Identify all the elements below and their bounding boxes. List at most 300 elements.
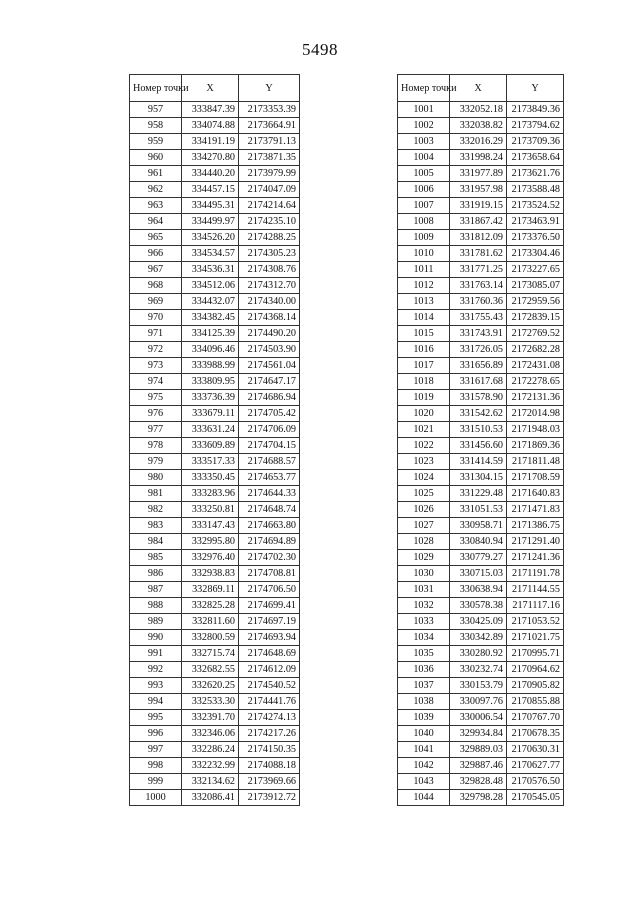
cell-y: 2173912.72 — [239, 790, 300, 806]
table-row — [130, 214, 300, 230]
table-row — [130, 326, 300, 342]
table-row — [398, 470, 564, 486]
cell-point-number: 1031 — [398, 582, 450, 598]
cell-y: 2174694.89 — [239, 534, 300, 550]
cell-x: 334534.57 — [182, 246, 239, 262]
table-row — [398, 774, 564, 790]
cell-x: 331656.89 — [450, 358, 507, 374]
cell-x: 331998.24 — [450, 150, 507, 166]
table-row — [130, 278, 300, 294]
header-y: Y — [507, 75, 564, 102]
cell-y: 2171144.55 — [507, 582, 564, 598]
cell-x: 329828.48 — [450, 774, 507, 790]
cell-x: 330638.94 — [450, 582, 507, 598]
cell-x: 331617.68 — [450, 374, 507, 390]
cell-y: 2174235.10 — [239, 214, 300, 230]
table-row — [130, 662, 300, 678]
cell-x: 330715.03 — [450, 566, 507, 582]
cell-y: 2173304.46 — [507, 246, 564, 262]
cell-y: 2174647.17 — [239, 374, 300, 390]
cell-point-number: 970 — [130, 310, 182, 326]
table-row — [398, 262, 564, 278]
cell-y: 2174274.13 — [239, 710, 300, 726]
cell-y: 2173794.62 — [507, 118, 564, 134]
cell-y: 2171948.03 — [507, 422, 564, 438]
cell-x: 332715.74 — [182, 646, 239, 662]
cell-x: 332800.59 — [182, 630, 239, 646]
table-row — [398, 294, 564, 310]
table-row — [398, 758, 564, 774]
cell-point-number: 957 — [130, 102, 182, 118]
cell-point-number: 1028 — [398, 534, 450, 550]
table-row — [398, 310, 564, 326]
cell-x: 332286.24 — [182, 742, 239, 758]
cell-x: 330006.54 — [450, 710, 507, 726]
cell-y: 2173664.91 — [239, 118, 300, 134]
cell-x: 330840.94 — [450, 534, 507, 550]
cell-point-number: 987 — [130, 582, 182, 598]
cell-point-number: 976 — [130, 406, 182, 422]
cell-x: 332038.82 — [450, 118, 507, 134]
cell-point-number: 958 — [130, 118, 182, 134]
table-row — [130, 150, 300, 166]
table-row — [130, 566, 300, 582]
table-row — [130, 390, 300, 406]
table-row — [130, 182, 300, 198]
table-row — [130, 790, 300, 806]
cell-point-number: 996 — [130, 726, 182, 742]
cell-x: 331957.98 — [450, 182, 507, 198]
cell-x: 330425.09 — [450, 614, 507, 630]
cell-x: 333809.95 — [182, 374, 239, 390]
table-row — [398, 278, 564, 294]
cell-point-number: 974 — [130, 374, 182, 390]
cell-point-number: 1032 — [398, 598, 450, 614]
cell-y: 2171021.75 — [507, 630, 564, 646]
cell-y: 2173463.91 — [507, 214, 564, 230]
cell-y: 2173709.36 — [507, 134, 564, 150]
table-row — [130, 134, 300, 150]
table-body-left — [130, 102, 300, 806]
cell-x: 331867.42 — [450, 214, 507, 230]
cell-point-number: 983 — [130, 518, 182, 534]
table-row — [130, 294, 300, 310]
cell-y: 2173621.76 — [507, 166, 564, 182]
table-row — [398, 710, 564, 726]
cell-y: 2174688.57 — [239, 454, 300, 470]
cell-x: 330097.76 — [450, 694, 507, 710]
cell-y: 2171053.52 — [507, 614, 564, 630]
cell-y: 2174648.69 — [239, 646, 300, 662]
table-row — [130, 342, 300, 358]
cell-x: 331414.59 — [450, 454, 507, 470]
table-row — [130, 774, 300, 790]
cell-x: 333147.43 — [182, 518, 239, 534]
table-row — [398, 342, 564, 358]
cell-point-number: 1021 — [398, 422, 450, 438]
table-row — [398, 390, 564, 406]
cell-point-number: 1006 — [398, 182, 450, 198]
cell-x: 331919.15 — [450, 198, 507, 214]
cell-point-number: 1001 — [398, 102, 450, 118]
cell-x: 330342.89 — [450, 630, 507, 646]
cell-x: 334074.88 — [182, 118, 239, 134]
table-row — [398, 102, 564, 118]
cell-x: 331510.53 — [450, 422, 507, 438]
cell-y: 2174441.76 — [239, 694, 300, 710]
cell-point-number: 997 — [130, 742, 182, 758]
table-row — [398, 566, 564, 582]
cell-y: 2174693.94 — [239, 630, 300, 646]
cell-x: 331771.25 — [450, 262, 507, 278]
table-row — [130, 118, 300, 134]
table-row — [398, 246, 564, 262]
table-row — [130, 678, 300, 694]
cell-y: 2170855.88 — [507, 694, 564, 710]
cell-y: 2172014.98 — [507, 406, 564, 422]
cell-point-number: 1038 — [398, 694, 450, 710]
table-row — [398, 630, 564, 646]
cell-y: 2170627.77 — [507, 758, 564, 774]
table-row — [130, 246, 300, 262]
cell-point-number: 995 — [130, 710, 182, 726]
table-row — [130, 166, 300, 182]
cell-x: 331812.09 — [450, 230, 507, 246]
cell-x: 329934.84 — [450, 726, 507, 742]
cell-point-number: 961 — [130, 166, 182, 182]
cell-x: 334495.31 — [182, 198, 239, 214]
cell-x: 334125.39 — [182, 326, 239, 342]
cell-point-number: 980 — [130, 470, 182, 486]
cell-y: 2172682.28 — [507, 342, 564, 358]
cell-y: 2170630.31 — [507, 742, 564, 758]
cell-x: 331977.89 — [450, 166, 507, 182]
cell-x: 332232.99 — [182, 758, 239, 774]
cell-x: 333988.99 — [182, 358, 239, 374]
cell-point-number: 963 — [130, 198, 182, 214]
cell-y: 2171191.78 — [507, 566, 564, 582]
cell-x: 334457.15 — [182, 182, 239, 198]
table-row — [398, 150, 564, 166]
cell-y: 2174648.74 — [239, 502, 300, 518]
cell-y: 2174697.19 — [239, 614, 300, 630]
table-row — [398, 438, 564, 454]
cell-x: 333350.45 — [182, 470, 239, 486]
cell-point-number: 1035 — [398, 646, 450, 662]
cell-point-number: 969 — [130, 294, 182, 310]
cell-point-number: 967 — [130, 262, 182, 278]
cell-y: 2171471.83 — [507, 502, 564, 518]
cell-y: 2173658.64 — [507, 150, 564, 166]
cell-point-number: 975 — [130, 390, 182, 406]
cell-y: 2170964.62 — [507, 662, 564, 678]
cell-y: 2174312.70 — [239, 278, 300, 294]
cell-x: 334432.07 — [182, 294, 239, 310]
cell-x: 333250.81 — [182, 502, 239, 518]
table-row — [398, 742, 564, 758]
header-y: Y — [239, 75, 300, 102]
table-row — [130, 438, 300, 454]
coordinates-table-left — [129, 74, 300, 806]
cell-point-number: 1023 — [398, 454, 450, 470]
table-body-right — [398, 102, 564, 806]
table-row — [398, 678, 564, 694]
table-row — [398, 486, 564, 502]
table-row — [398, 662, 564, 678]
cell-y: 2170995.71 — [507, 646, 564, 662]
cell-y: 2174561.04 — [239, 358, 300, 374]
cell-point-number: 1029 — [398, 550, 450, 566]
cell-point-number: 1040 — [398, 726, 450, 742]
cell-x: 332391.70 — [182, 710, 239, 726]
table-row — [398, 518, 564, 534]
cell-x: 330958.71 — [450, 518, 507, 534]
cell-point-number: 1037 — [398, 678, 450, 694]
cell-y: 2173979.99 — [239, 166, 300, 182]
cell-point-number: 962 — [130, 182, 182, 198]
cell-x: 334512.06 — [182, 278, 239, 294]
table-row — [130, 630, 300, 646]
cell-point-number: 966 — [130, 246, 182, 262]
cell-point-number: 979 — [130, 454, 182, 470]
table-row — [130, 614, 300, 630]
cell-y: 2174699.41 — [239, 598, 300, 614]
header-point-number: Номер точки — [130, 75, 182, 102]
table-row — [398, 790, 564, 806]
cell-x: 331304.15 — [450, 470, 507, 486]
cell-point-number: 989 — [130, 614, 182, 630]
cell-x: 331456.60 — [450, 438, 507, 454]
table-row — [130, 486, 300, 502]
table-row — [130, 518, 300, 534]
table-row — [130, 374, 300, 390]
cell-x: 330153.79 — [450, 678, 507, 694]
cell-point-number: 959 — [130, 134, 182, 150]
cell-y: 2171241.36 — [507, 550, 564, 566]
cell-point-number: 1009 — [398, 230, 450, 246]
cell-point-number: 990 — [130, 630, 182, 646]
cell-point-number: 1039 — [398, 710, 450, 726]
cell-x: 331542.62 — [450, 406, 507, 422]
cell-point-number: 1011 — [398, 262, 450, 278]
cell-point-number: 1024 — [398, 470, 450, 486]
table-row — [130, 102, 300, 118]
table-row — [398, 230, 564, 246]
cell-y: 2174653.77 — [239, 470, 300, 486]
coordinates-table-right — [397, 74, 564, 806]
cell-y: 2174705.42 — [239, 406, 300, 422]
cell-y: 2174214.64 — [239, 198, 300, 214]
table-header-row — [130, 75, 300, 102]
cell-point-number: 978 — [130, 438, 182, 454]
table-row — [398, 598, 564, 614]
cell-x: 332086.41 — [182, 790, 239, 806]
table-row — [398, 422, 564, 438]
cell-point-number: 1007 — [398, 198, 450, 214]
header-point-number: Номер точки — [398, 75, 450, 102]
cell-x: 334382.45 — [182, 310, 239, 326]
table-row — [398, 118, 564, 134]
table-row — [130, 502, 300, 518]
cell-y: 2171640.83 — [507, 486, 564, 502]
table-row — [398, 134, 564, 150]
cell-x: 333736.39 — [182, 390, 239, 406]
cell-y: 2174305.23 — [239, 246, 300, 262]
table-row — [130, 598, 300, 614]
table-row — [130, 646, 300, 662]
cell-y: 2173227.65 — [507, 262, 564, 278]
cell-y: 2174708.81 — [239, 566, 300, 582]
table-row — [130, 582, 300, 598]
cell-y: 2174047.09 — [239, 182, 300, 198]
header-x: X — [450, 75, 507, 102]
cell-y: 2172431.08 — [507, 358, 564, 374]
cell-x: 332682.55 — [182, 662, 239, 678]
cell-x: 331760.36 — [450, 294, 507, 310]
cell-point-number: 1033 — [398, 614, 450, 630]
table-row — [130, 534, 300, 550]
cell-point-number: 1042 — [398, 758, 450, 774]
cell-point-number: 981 — [130, 486, 182, 502]
cell-point-number: 1010 — [398, 246, 450, 262]
table-row — [130, 726, 300, 742]
cell-y: 2174706.50 — [239, 582, 300, 598]
cell-point-number: 1004 — [398, 150, 450, 166]
cell-point-number: 1020 — [398, 406, 450, 422]
cell-point-number: 988 — [130, 598, 182, 614]
cell-point-number: 1044 — [398, 790, 450, 806]
table-row — [130, 710, 300, 726]
cell-y: 2174490.20 — [239, 326, 300, 342]
page-number: 5498 — [302, 40, 338, 59]
table-row — [398, 534, 564, 550]
cell-point-number: 977 — [130, 422, 182, 438]
cell-point-number: 964 — [130, 214, 182, 230]
table-row — [398, 326, 564, 342]
cell-point-number: 986 — [130, 566, 182, 582]
cell-y: 2172278.65 — [507, 374, 564, 390]
cell-x: 330578.38 — [450, 598, 507, 614]
table-row — [398, 214, 564, 230]
table-row — [130, 694, 300, 710]
cell-point-number: 1034 — [398, 630, 450, 646]
cell-x: 334270.80 — [182, 150, 239, 166]
cell-point-number: 1022 — [398, 438, 450, 454]
cell-x: 330280.92 — [450, 646, 507, 662]
cell-point-number: 1002 — [398, 118, 450, 134]
cell-x: 329889.03 — [450, 742, 507, 758]
cell-y: 2174644.33 — [239, 486, 300, 502]
cell-y: 2171386.75 — [507, 518, 564, 534]
cell-x: 332976.40 — [182, 550, 239, 566]
cell-x: 334191.19 — [182, 134, 239, 150]
cell-x: 332016.29 — [450, 134, 507, 150]
cell-x: 333847.39 — [182, 102, 239, 118]
cell-point-number: 982 — [130, 502, 182, 518]
header-x: X — [182, 75, 239, 102]
cell-point-number: 1019 — [398, 390, 450, 406]
cell-y: 2172769.52 — [507, 326, 564, 342]
cell-y: 2173791.13 — [239, 134, 300, 150]
cell-x: 332825.28 — [182, 598, 239, 614]
cell-y: 2172959.56 — [507, 294, 564, 310]
cell-point-number: 992 — [130, 662, 182, 678]
cell-point-number: 1027 — [398, 518, 450, 534]
cell-x: 331743.91 — [450, 326, 507, 342]
table-row — [398, 374, 564, 390]
cell-x: 334440.20 — [182, 166, 239, 182]
cell-point-number: 985 — [130, 550, 182, 566]
cell-point-number: 1030 — [398, 566, 450, 582]
table-row — [130, 406, 300, 422]
table-row — [130, 470, 300, 486]
table-row — [130, 230, 300, 246]
cell-y: 2174088.18 — [239, 758, 300, 774]
cell-y: 2173085.07 — [507, 278, 564, 294]
cell-y: 2173588.48 — [507, 182, 564, 198]
table-row — [130, 198, 300, 214]
cell-point-number: 991 — [130, 646, 182, 662]
cell-x: 333679.11 — [182, 406, 239, 422]
table-header-row — [398, 75, 564, 102]
cell-x: 332869.11 — [182, 582, 239, 598]
cell-x: 329798.28 — [450, 790, 507, 806]
cell-y: 2173353.39 — [239, 102, 300, 118]
cell-point-number: 972 — [130, 342, 182, 358]
cell-y: 2171117.16 — [507, 598, 564, 614]
cell-y: 2171708.59 — [507, 470, 564, 486]
table-row — [398, 182, 564, 198]
cell-y: 2171291.40 — [507, 534, 564, 550]
cell-point-number: 1005 — [398, 166, 450, 182]
cell-point-number: 971 — [130, 326, 182, 342]
cell-x: 331726.05 — [450, 342, 507, 358]
table-row — [130, 742, 300, 758]
cell-point-number: 973 — [130, 358, 182, 374]
cell-x: 330232.74 — [450, 662, 507, 678]
cell-y: 2171811.48 — [507, 454, 564, 470]
cell-x: 331763.14 — [450, 278, 507, 294]
cell-x: 332346.06 — [182, 726, 239, 742]
cell-x: 334499.97 — [182, 214, 239, 230]
cell-point-number: 994 — [130, 694, 182, 710]
cell-y: 2173376.50 — [507, 230, 564, 246]
cell-x: 334096.46 — [182, 342, 239, 358]
cell-y: 2170678.35 — [507, 726, 564, 742]
cell-y: 2170545.05 — [507, 790, 564, 806]
cell-y: 2170905.82 — [507, 678, 564, 694]
table-row — [398, 726, 564, 742]
cell-x: 332811.60 — [182, 614, 239, 630]
cell-y: 2170767.70 — [507, 710, 564, 726]
cell-y: 2174308.76 — [239, 262, 300, 278]
cell-point-number: 1003 — [398, 134, 450, 150]
cell-y: 2174368.14 — [239, 310, 300, 326]
table-row — [130, 422, 300, 438]
cell-x: 332620.25 — [182, 678, 239, 694]
cell-x: 330779.27 — [450, 550, 507, 566]
cell-x: 331755.43 — [450, 310, 507, 326]
cell-y: 2174702.30 — [239, 550, 300, 566]
cell-y: 2174540.52 — [239, 678, 300, 694]
cell-x: 331229.48 — [450, 486, 507, 502]
cell-point-number: 999 — [130, 774, 182, 790]
table-row — [130, 454, 300, 470]
cell-y: 2173524.52 — [507, 198, 564, 214]
cell-x: 331578.90 — [450, 390, 507, 406]
cell-y: 2174288.25 — [239, 230, 300, 246]
cell-x: 333517.33 — [182, 454, 239, 470]
